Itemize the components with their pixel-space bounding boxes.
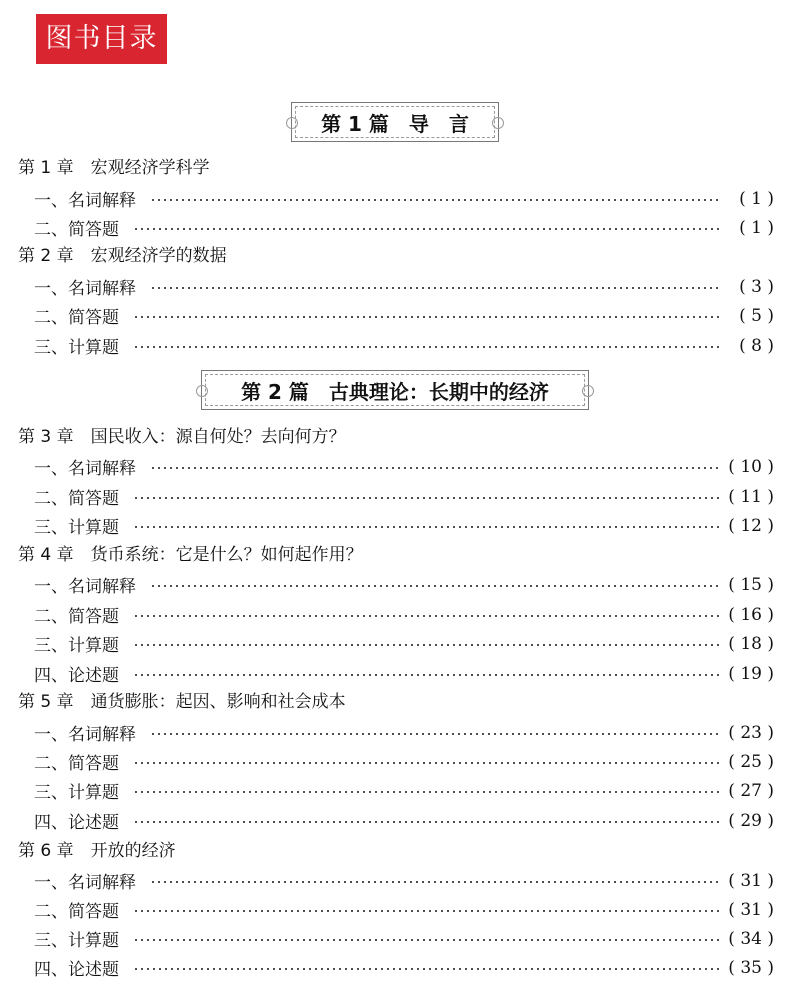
- entry-page: ( 11 ): [728, 486, 774, 507]
- entry-page: ( 31 ): [728, 870, 774, 891]
- toc-entry[interactable]: [34, 747, 774, 776]
- toc-entry[interactable]: [34, 895, 774, 924]
- toc-entry[interactable]: [34, 331, 774, 360]
- entry-page: ( 35 ): [728, 957, 774, 978]
- entry-page: ( 29 ): [728, 810, 774, 831]
- dot-leader: [150, 733, 722, 735]
- entry-label: 三、计算题: [34, 518, 119, 538]
- dot-leader: [133, 497, 722, 499]
- entry-label: 一、名词解释: [34, 459, 136, 479]
- toc-entry[interactable]: [34, 600, 774, 629]
- dot-leader: [133, 791, 722, 793]
- chapter-title[interactable]: 第 4 章 货币系统：它是什么？如何起作用？: [18, 545, 363, 565]
- entry-label: 二、简答题: [34, 754, 119, 774]
- dot-leader: [150, 467, 722, 469]
- entry-label: 四、论述题: [34, 813, 119, 833]
- part-heading: [0, 367, 790, 413]
- part-title: 第 1 篇 导 言: [321, 111, 469, 136]
- dot-leader: [133, 674, 722, 676]
- entry-page: ( 15 ): [728, 574, 774, 595]
- dot-leader: [133, 821, 722, 823]
- entry-page: ( 23 ): [728, 722, 774, 743]
- chapter-title[interactable]: 第 1 章 宏观经济学科学: [18, 158, 210, 178]
- dot-leader: [133, 346, 722, 348]
- catalog-badge: 图书目录: [36, 14, 167, 64]
- dot-leader: [133, 228, 722, 230]
- entry-page: ( 27 ): [728, 780, 774, 801]
- entry-page: ( 8 ): [739, 335, 774, 356]
- toc-entry[interactable]: [34, 272, 774, 301]
- dot-leader: [133, 968, 722, 970]
- dot-leader: [133, 316, 722, 318]
- entry-page: ( 3 ): [739, 276, 774, 297]
- chapter-title[interactable]: 第 3 章 国民收入：源自何处？去向何方？: [18, 427, 346, 447]
- dot-leader: [133, 762, 722, 764]
- dot-leader: [133, 910, 722, 912]
- toc-entry[interactable]: [34, 452, 774, 481]
- entry-label: 一、名词解释: [34, 725, 136, 745]
- entry-label: 一、名词解释: [34, 191, 136, 211]
- dot-leader: [150, 287, 722, 289]
- entry-label: 二、简答题: [34, 308, 119, 328]
- entry-label: 四、论述题: [34, 960, 119, 980]
- part-heading-frame: [291, 102, 499, 142]
- dot-leader: [133, 615, 722, 617]
- dot-leader: [133, 526, 722, 528]
- entry-label: 三、计算题: [34, 783, 119, 803]
- entry-label: 四、论述题: [34, 666, 119, 686]
- part-title: 第 2 篇 古典理论：长期中的经济: [241, 379, 549, 404]
- toc-entry[interactable]: [34, 659, 774, 688]
- entry-page: ( 34 ): [728, 928, 774, 949]
- toc-entry[interactable]: [34, 776, 774, 805]
- toc-entry[interactable]: [34, 511, 774, 540]
- chapter-title[interactable]: 第 5 章 通货膨胀：起因、影响和社会成本: [18, 692, 346, 712]
- entry-label: 二、简答题: [34, 220, 119, 240]
- toc-entry[interactable]: [34, 184, 774, 213]
- toc-entry[interactable]: [34, 806, 774, 835]
- entry-page: ( 25 ): [728, 751, 774, 772]
- toc-entry[interactable]: [34, 718, 774, 747]
- toc-entry[interactable]: [34, 482, 774, 511]
- toc-entry[interactable]: [34, 629, 774, 658]
- toc-entry[interactable]: [34, 924, 774, 953]
- entry-label: 一、名词解释: [34, 577, 136, 597]
- part-heading-frame: [201, 370, 589, 410]
- dot-leader: [150, 199, 722, 201]
- entry-label: 二、简答题: [34, 607, 119, 627]
- entry-page: ( 5 ): [739, 305, 774, 326]
- entry-page: ( 16 ): [728, 604, 774, 625]
- toc-entry[interactable]: [34, 213, 774, 242]
- entry-page: ( 19 ): [728, 663, 774, 684]
- entry-page: ( 31 ): [728, 899, 774, 920]
- entry-label: 三、计算题: [34, 636, 119, 656]
- entry-page: ( 1 ): [739, 217, 774, 238]
- entry-label: 一、名词解释: [34, 279, 136, 299]
- entry-label: 三、计算题: [34, 338, 119, 358]
- dot-leader: [133, 939, 722, 941]
- dot-leader: [133, 644, 722, 646]
- entry-label: 二、简答题: [34, 489, 119, 509]
- dot-leader: [150, 585, 722, 587]
- toc-entry[interactable]: [34, 570, 774, 599]
- entry-label: 三、计算题: [34, 931, 119, 951]
- entry-page: ( 12 ): [728, 515, 774, 536]
- entry-label: 二、简答题: [34, 902, 119, 922]
- chapter-title[interactable]: 第 2 章 宏观经济学的数据: [18, 246, 227, 266]
- chapter-title[interactable]: 第 6 章 开放的经济: [18, 841, 176, 861]
- entry-page: ( 18 ): [728, 633, 774, 654]
- entry-page: ( 10 ): [728, 456, 774, 477]
- toc-entry[interactable]: [34, 953, 774, 982]
- toc-entry[interactable]: [34, 301, 774, 330]
- entry-page: ( 1 ): [739, 188, 774, 209]
- toc-entry[interactable]: [34, 866, 774, 895]
- dot-leader: [150, 881, 722, 883]
- entry-label: 一、名词解释: [34, 873, 136, 893]
- part-heading: [0, 99, 790, 145]
